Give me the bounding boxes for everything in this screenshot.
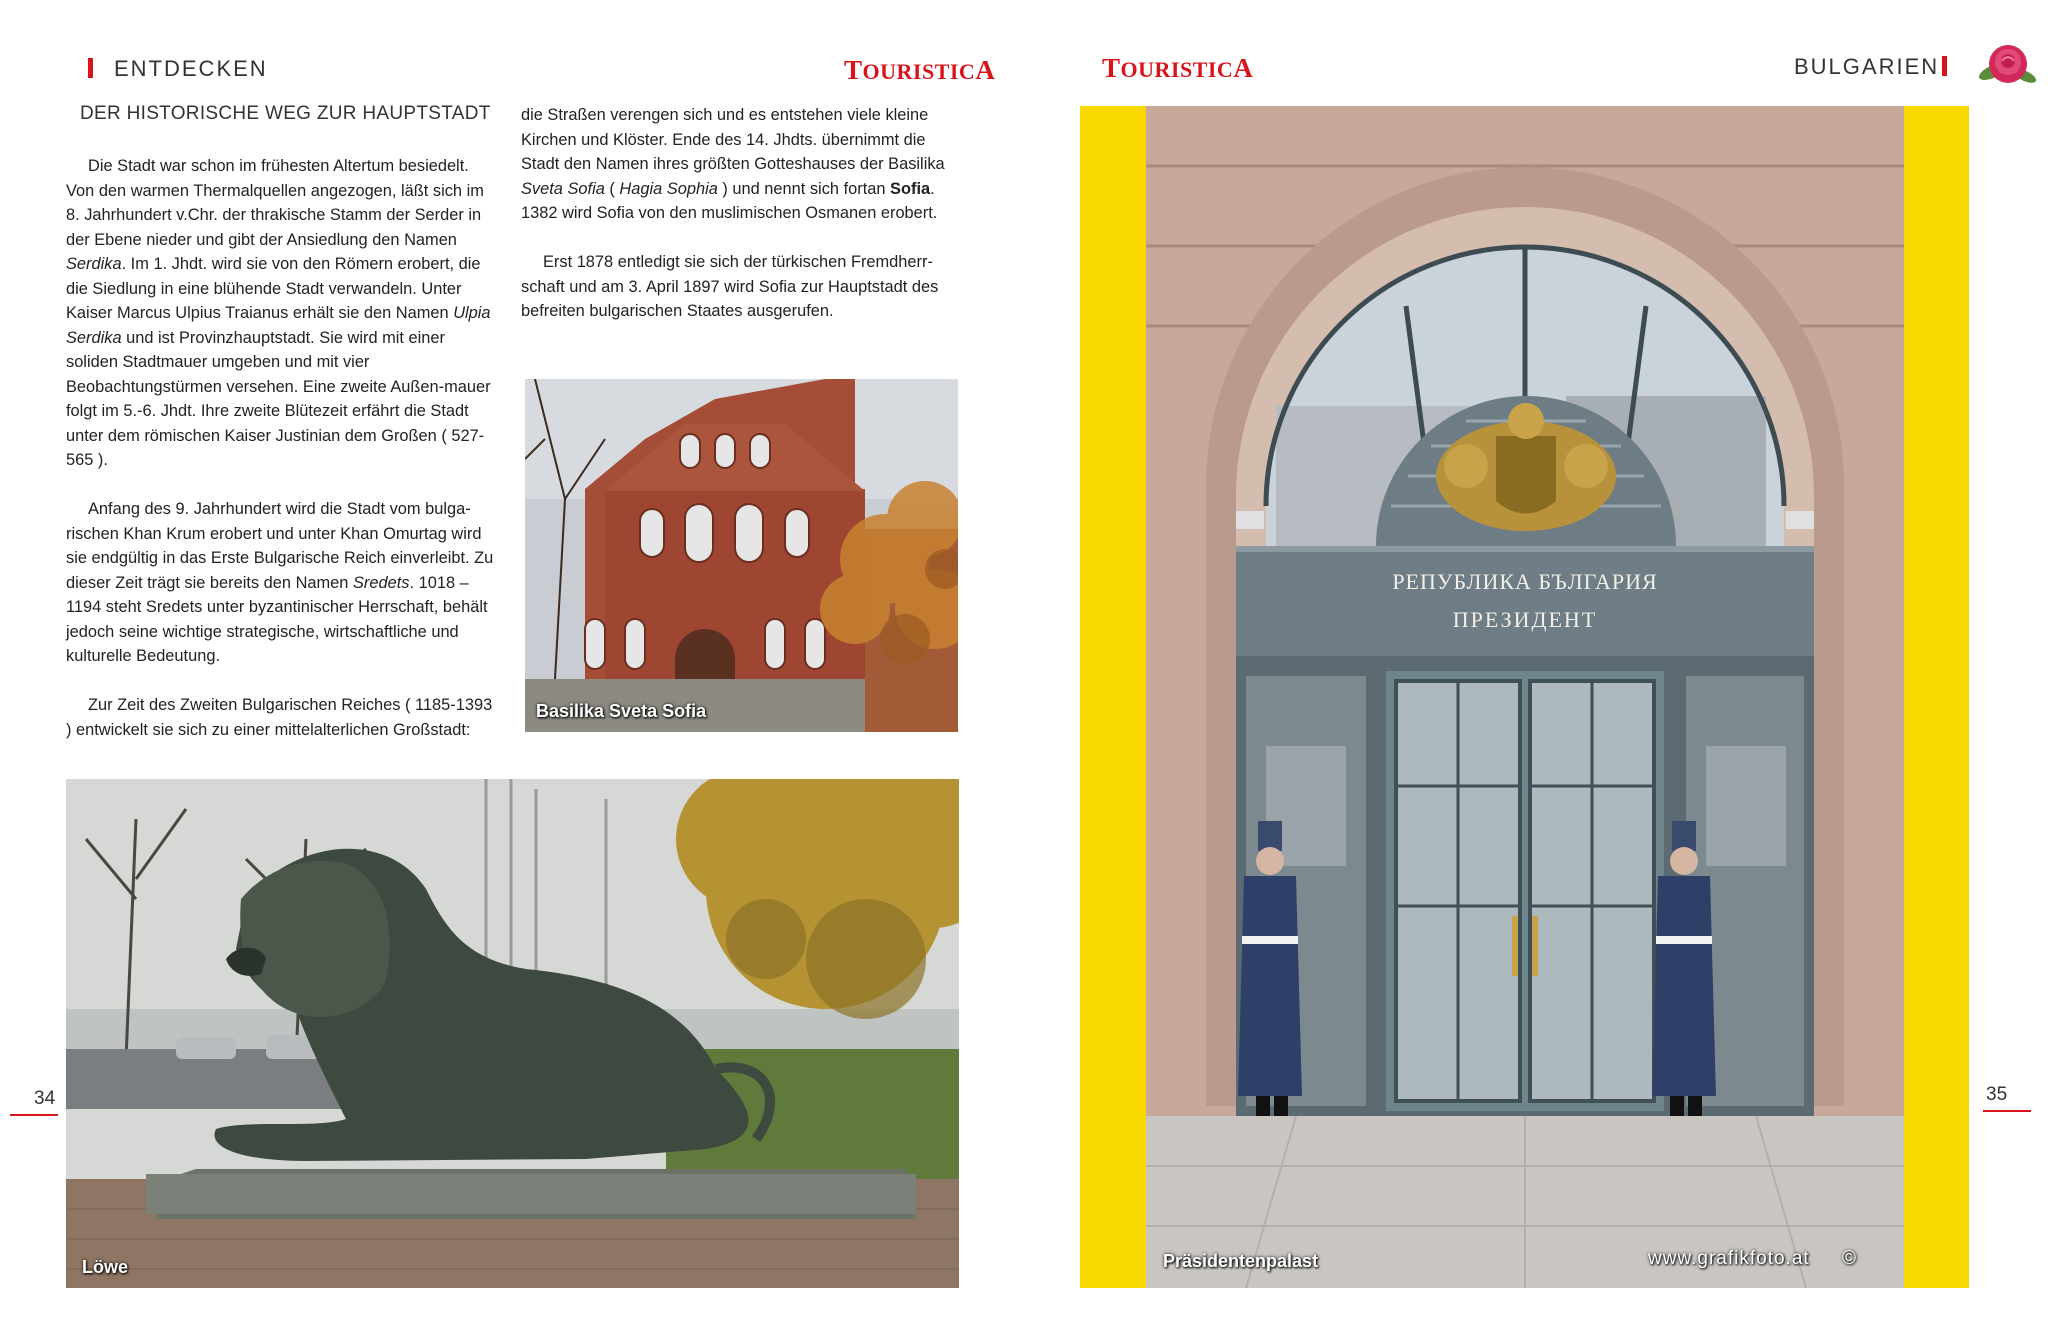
text-run: die Straßen verengen sich und es entstehen viele kleine Kirchen und Klöster. Ende des 14. Jhdts. übernimmt die Stadt den Namen ihres größten Gotteshauses der Basilika [521, 106, 945, 173]
palace-photo [1146, 106, 1904, 1288]
article-title: DER HISTORISCHE WEG ZUR HAUPTSTADT [80, 103, 491, 124]
left-header-marker [88, 58, 93, 78]
text-run: ( [604, 179, 620, 198]
right-header-marker [1942, 56, 1947, 76]
italic-name: Sveta Sofia [521, 179, 605, 198]
paragraph-4 [521, 103, 959, 226]
text-run: Zur Zeit des Zweiten Bulgarischen Reiches ( 1185-1393 ) entwickelt sie sich zu einer mittelalterlichen Großstadt: [66, 696, 493, 739]
rose-icon [1977, 36, 2039, 92]
left-page-rule [10, 1114, 58, 1116]
copyright-icon: © [1841, 1248, 1857, 1269]
text-run: Die Stadt war schon im frühesten Altertum besiedelt. Von den warmen Thermalquellen angezogen, läßt sich im 8. Jahrhundert v.Chr. der thrakische Stamm der Serder in der Ebene nieder und gibt der Ansiedlung den Namen [66, 157, 484, 249]
paragraph-2 [66, 497, 501, 669]
italic-name: Hagia Sophia [619, 179, 718, 198]
right-page-rule [1983, 1110, 2031, 1112]
left-section-label: ENTDECKEN [114, 56, 268, 81]
text-run: . Im 1. Jhdt. wird sie von den Römern erobert, die die Siedlung in eine blühende Stadt verwandeln. Unter Kaiser Marcus Ulpius Traianus erhält sie den Namen [66, 255, 481, 322]
left-brand-logo [844, 55, 995, 86]
bold-name: Sofia [890, 179, 931, 198]
lion-illustration [66, 779, 959, 1288]
sign-line-2: ПРЕЗИДЕНТ [1452, 607, 1598, 632]
text-column-1 [66, 154, 501, 742]
text-run: . 1382 wird Sofia von den muslimischen Osmanen erobert. [521, 179, 938, 222]
text-column-2 [521, 103, 959, 324]
text-run: und ist Provinzhauptstadt. Sie wird mit einer soliden Stadtmauer umgeben und mit vier Beobachtungstürmen versehen. Eine zweite Außen-mauer folgt im 5.-6. Jhdt. Ihre zweite Blütezeit erfährt die Stadt unter dem römischen Kaiser Justinian dem Großen ( 527-565 ). [66, 328, 491, 469]
lion-photo [66, 779, 959, 1288]
brand-final: A [975, 55, 996, 85]
italic-name: Ulpia Serdika [66, 304, 491, 347]
right-page-number: 35 [1986, 1084, 2008, 1105]
paragraph-1 [66, 154, 501, 473]
brand-middle: OURISTIC [1120, 57, 1234, 82]
italic-name: Serdika [66, 255, 122, 273]
palace-caption: Präsidentenpalast [1163, 1251, 1319, 1271]
left-page-number: 34 [34, 1088, 56, 1109]
text-run: ) und nennt sich fortan [717, 179, 891, 198]
right-section-label: BULGARIEN [1794, 54, 1940, 79]
paragraph-3 [66, 693, 501, 742]
text-run: . 1018 – 1194 steht Sredets unter byzantinischer Herrschaft, behält jedoch seine wichtige strategische, wirtschaftliche und kulturelle Bedeutung. [66, 573, 488, 665]
basilika-photo [525, 379, 958, 732]
basilika-caption: Basilika Sveta Sofia [536, 701, 707, 721]
brand-middle: OURISTIC [862, 59, 976, 84]
text-run: Anfang des 9. Jahrhundert wird die Stadt vom bulga-rischen Khan Krum erobert und unter Khan Omurtag wird sie endgültig in das Erste Bulgarische Reich einverleibt. Zu dieser Zeit trägt sie bereits den Namen [66, 500, 494, 592]
lion-caption: Löwe [82, 1257, 129, 1277]
brand-initial: T [844, 55, 863, 85]
credit-url: www.grafikfoto.at [1648, 1248, 1810, 1269]
right-brand-logo [1102, 53, 1253, 84]
paragraph-5 [521, 250, 959, 324]
palace-illustration [1146, 106, 1904, 1288]
italic-name: Sredets [352, 573, 410, 592]
photo-credit [1648, 1248, 1857, 1270]
basilika-illustration [525, 379, 958, 732]
brand-initial: T [1102, 53, 1121, 83]
brand-final: A [1233, 53, 1254, 83]
sign-line-1: РЕПУБЛИКА БЪЛГАРИЯ [1392, 569, 1658, 594]
text-run: Erst 1878 entledigt sie sich der türkischen Fremdherr-schaft und am 3. April 1897 wird Sofia zur Hauptstadt des befreiten bulgarischen Staates ausgerufen. [521, 253, 939, 320]
